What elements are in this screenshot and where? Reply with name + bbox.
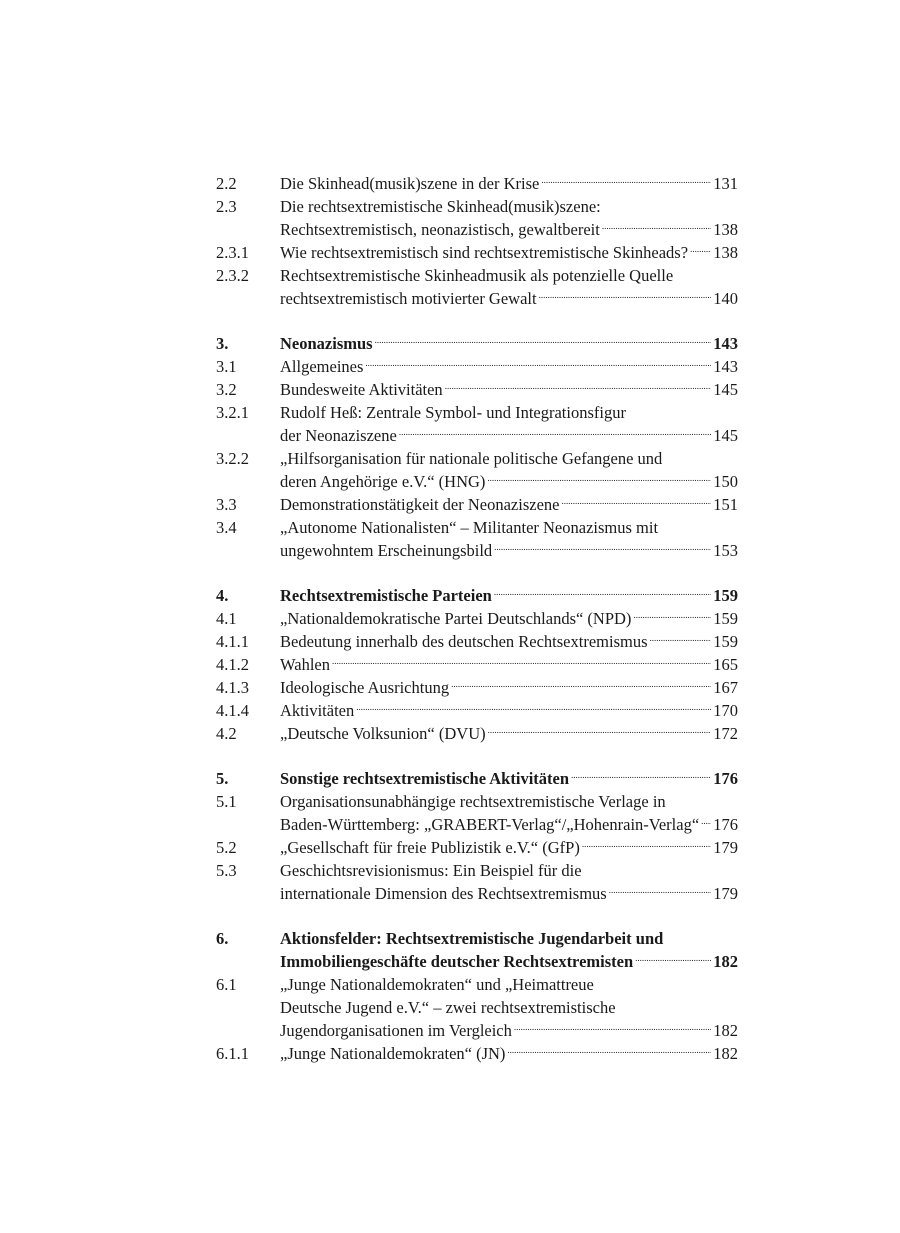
toc-entry-title-line: „Junge Nationaldemokraten“ und „Heimattreue <box>280 975 594 994</box>
toc-entry[interactable] <box>216 653 738 676</box>
toc-entry-title-line: deren Angehörige e.V.“ (HNG) <box>280 472 486 491</box>
toc-entry[interactable] <box>216 973 738 1042</box>
toc-entry-title <box>280 973 738 1042</box>
dot-leader <box>494 540 711 557</box>
toc-entry-number: 2.3.1 <box>216 243 249 262</box>
toc-page-number: 172 <box>713 724 738 743</box>
dot-leader <box>507 1043 711 1060</box>
toc-page-number: 159 <box>713 609 738 628</box>
toc-page-number: 138 <box>713 220 738 239</box>
toc-entry[interactable] <box>216 1042 738 1065</box>
toc-entry-number: 3.4 <box>216 518 237 537</box>
toc-entry-title-line: „Junge Nationaldemokraten“ (JN) <box>280 1044 506 1063</box>
toc-entry-leader-line <box>280 722 738 745</box>
toc-entry-title <box>280 516 738 562</box>
toc-entry-title <box>280 836 738 859</box>
dot-leader <box>356 700 711 717</box>
toc-chapter-entry[interactable] <box>216 584 738 607</box>
toc-entry-title-line: Organisationsunabhängige rechtsextremistische Verlage in <box>280 792 666 811</box>
toc-entry-title-line: Allgemeines <box>280 357 364 376</box>
toc-entry[interactable] <box>216 607 738 630</box>
toc-entry-title <box>280 859 738 905</box>
toc-entry-leader-line <box>280 355 738 378</box>
toc-page-number: 143 <box>713 357 738 376</box>
toc-entry-leader-line <box>280 332 738 355</box>
toc-entry-leader-line <box>280 493 738 516</box>
toc-entry[interactable] <box>216 790 738 836</box>
toc-page-number: 150 <box>713 472 738 491</box>
dot-leader <box>539 288 712 305</box>
toc-entry-leader-line <box>280 539 738 562</box>
toc-entry-number: 4. <box>216 586 229 605</box>
toc-page-number: 145 <box>713 426 738 445</box>
toc-page-number: 179 <box>713 838 738 857</box>
toc-entry-number: 4.1.4 <box>216 701 249 720</box>
toc-entry-title <box>280 722 738 745</box>
toc-entry-title <box>280 447 738 493</box>
toc-entry-title <box>280 401 738 447</box>
toc-entry-number: 3.2.1 <box>216 403 249 422</box>
toc-entry[interactable] <box>216 676 738 699</box>
toc-entry[interactable] <box>216 836 738 859</box>
toc-entry-title <box>280 1042 738 1065</box>
toc-entry[interactable] <box>216 401 738 447</box>
toc-entry-title-line: „Autonome Nationalisten“ – Militanter Neonazismus mit <box>280 518 659 537</box>
toc-chapter-entry[interactable] <box>216 927 738 973</box>
toc-page-number: 167 <box>713 678 738 697</box>
toc-entry-title-line: der Neonaziszene <box>280 426 397 445</box>
toc-page-number: 140 <box>713 289 738 308</box>
toc-entry-title <box>280 172 738 195</box>
toc-entry-title-line: Aktivitäten <box>280 701 355 720</box>
toc-page-number: 138 <box>713 243 738 262</box>
toc-entry-leader-line <box>280 836 738 859</box>
toc-entry[interactable] <box>216 355 738 378</box>
toc-entry-number: 5.1 <box>216 792 237 811</box>
toc-entry[interactable] <box>216 722 738 745</box>
toc-entry-title-line: Rudolf Heß: Zentrale Symbol- und Integrationsfigur <box>280 403 626 422</box>
toc-entry-number: 6.1.1 <box>216 1044 249 1063</box>
toc-entry-title <box>280 241 738 264</box>
toc-page-number: 176 <box>713 769 738 788</box>
toc-entry-number: 3.3 <box>216 495 237 514</box>
dot-leader <box>650 631 712 648</box>
toc-entry-leader-line <box>280 1042 738 1065</box>
toc-entry-leader-line <box>280 607 738 630</box>
toc-entry-title <box>280 790 738 836</box>
toc-entry-title-line: Deutsche Jugend e.V.“ – zwei rechtsextremistische <box>280 998 616 1017</box>
toc-entry-leader-line <box>280 218 738 241</box>
toc-entry-title-line: rechtsextremistisch motivierter Gewalt <box>280 289 537 308</box>
toc-entry-number: 2.3 <box>216 197 237 216</box>
toc-page-number: 131 <box>713 174 738 193</box>
toc-page-number: 176 <box>713 815 738 834</box>
toc-entry-title <box>280 676 738 699</box>
toc-page-number: 151 <box>713 495 738 514</box>
toc-entry-leader-line <box>280 950 738 973</box>
dot-leader <box>488 723 712 740</box>
toc-entry-title-line: Neonazismus <box>280 334 373 353</box>
dot-leader <box>562 494 712 511</box>
toc-entry-number: 4.1.3 <box>216 678 249 697</box>
toc-entry-title-line: Die rechtsextremistische Skinhead(musik)szene: <box>280 197 601 216</box>
toc-entry[interactable] <box>216 630 738 653</box>
toc-entry-title-line: Wahlen <box>280 655 330 674</box>
toc-page-number: 159 <box>713 632 738 651</box>
toc-entry[interactable] <box>216 699 738 722</box>
toc-entry-title-line: Sonstige rechtsextremistische Aktivitäten <box>280 769 570 788</box>
toc-entry-title-line: Ideologische Ausrichtung <box>280 678 450 697</box>
toc-entry-number: 3.2 <box>216 380 237 399</box>
toc-entry-title <box>280 264 738 310</box>
toc-entry-title <box>280 355 738 378</box>
toc-entry-title-line: Bundesweite Aktivitäten <box>280 380 443 399</box>
dot-leader <box>541 173 711 190</box>
toc-entry-title-line: „Gesellschaft für freie Publizistik e.V.“ (GfP) <box>280 838 580 857</box>
toc-entry-title-line: ungewohntem Erscheinungsbild <box>280 541 493 560</box>
toc-entry-leader-line <box>280 584 738 607</box>
dot-leader <box>445 379 712 396</box>
toc-entry-title-line: Immobiliengeschäfte deutscher Rechtsextremisten <box>280 952 634 971</box>
dot-leader <box>451 677 711 694</box>
toc-entry-number: 4.2 <box>216 724 237 743</box>
toc-entry-title <box>280 584 738 607</box>
toc-page-number: 179 <box>713 884 738 903</box>
toc-entry[interactable] <box>216 859 738 905</box>
toc-page-number: 153 <box>713 541 738 560</box>
toc-entry-title <box>280 378 738 401</box>
toc-entry-leader-line <box>280 653 738 676</box>
dot-leader <box>487 471 711 488</box>
toc-entry-title <box>280 767 738 790</box>
toc-entry-title-line: Bedeutung innerhalb des deutschen Rechtsextremismus <box>280 632 648 651</box>
toc-entry-leader-line <box>280 378 738 401</box>
toc-entry[interactable] <box>216 493 738 516</box>
toc-entry-leader-line <box>280 424 738 447</box>
dot-leader <box>494 585 711 602</box>
toc-entry-leader-line <box>280 882 738 905</box>
toc-entry[interactable] <box>216 264 738 310</box>
dot-leader <box>635 951 711 968</box>
toc-entry-leader-line <box>280 172 738 195</box>
toc-entry-leader-line <box>280 241 738 264</box>
dot-leader <box>609 883 712 900</box>
toc-entry-leader-line <box>280 630 738 653</box>
toc-page-number: 182 <box>713 1044 738 1063</box>
toc-entry-title-line: Wie rechtsextremistisch sind rechtsextremistische Skinheads? <box>280 243 689 262</box>
dot-leader <box>602 219 711 236</box>
toc-entry-number: 5.3 <box>216 861 237 880</box>
toc-entry[interactable] <box>216 447 738 493</box>
toc-entry-leader-line <box>280 1019 738 1042</box>
toc-entry-leader-line <box>280 767 738 790</box>
toc-entry-title <box>280 332 738 355</box>
toc-entry-title-line: Rechtsextremistische Parteien <box>280 586 492 605</box>
toc-entry-number: 3. <box>216 334 229 353</box>
toc-entry-title <box>280 699 738 722</box>
toc-entry-number: 6. <box>216 929 229 948</box>
dot-leader <box>332 654 711 671</box>
toc-entry[interactable] <box>216 516 738 562</box>
toc-entry-title-line: „Hilfsorganisation für nationale politische Gefangene und <box>280 449 663 468</box>
toc-entry-title-line: Geschichtsrevisionismus: Ein Beispiel für die <box>280 861 582 880</box>
toc-entry-number: 5. <box>216 769 229 788</box>
toc-entry-title-line: internationale Dimension des Rechtsextremismus <box>280 884 607 903</box>
dot-leader <box>571 768 711 785</box>
toc-entry-number: 3.1 <box>216 357 237 376</box>
dot-leader <box>701 814 711 831</box>
toc-entry-title-line: Demonstrationstätigkeit der Neonaziszene <box>280 495 560 514</box>
toc-chapter-entry[interactable] <box>216 332 738 355</box>
toc-entry-title <box>280 195 738 241</box>
toc-entry-title-line: Baden-Württemberg: „GRABERT-Verlag“/„Hohenrain-Verlag“ <box>280 815 700 834</box>
toc-entry-leader-line <box>280 813 738 836</box>
dot-leader <box>399 425 711 442</box>
toc-entry[interactable] <box>216 241 738 264</box>
toc-entry-title <box>280 653 738 676</box>
toc-page-number: 170 <box>713 701 738 720</box>
toc-entry-number: 2.3.2 <box>216 266 249 285</box>
toc-page-number: 145 <box>713 380 738 399</box>
toc-entry-number: 4.1 <box>216 609 237 628</box>
toc-entry-title-line: Jugendorganisationen im Vergleich <box>280 1021 512 1040</box>
toc-entry-title <box>280 630 738 653</box>
toc-entry-number: 4.1.1 <box>216 632 249 651</box>
toc-entry[interactable] <box>216 378 738 401</box>
toc-entry-number: 5.2 <box>216 838 237 857</box>
toc-page-number: 143 <box>713 334 738 353</box>
toc-entry-title-line: „Nationaldemokratische Partei Deutschlands“ (NPD) <box>280 609 632 628</box>
dot-leader <box>690 242 711 259</box>
toc-entry-number: 6.1 <box>216 975 237 994</box>
toc-entry-title-line: Rechtsextremistische Skinheadmusik als potenzielle Quelle <box>280 266 674 285</box>
toc-page-number: 159 <box>713 586 738 605</box>
toc-entry-title <box>280 607 738 630</box>
toc-page-number: 165 <box>713 655 738 674</box>
toc-page-number: 182 <box>713 952 738 971</box>
toc-chapter-entry[interactable] <box>216 767 738 790</box>
toc-entry-leader-line <box>280 287 738 310</box>
dot-leader <box>375 333 712 350</box>
toc-entry-number: 3.2.2 <box>216 449 249 468</box>
toc-entry-title-line: Aktionsfelder: Rechtsextremistische Jugendarbeit und <box>280 929 664 948</box>
toc-entry[interactable] <box>216 172 738 195</box>
toc-entry-number: 4.1.2 <box>216 655 249 674</box>
toc-entry-title-line: Die Skinhead(musik)szene in der Krise <box>280 174 540 193</box>
toc-entry[interactable] <box>216 195 738 241</box>
dot-leader <box>582 837 711 854</box>
toc-entry-title <box>280 927 738 973</box>
toc-page-number: 182 <box>713 1021 738 1040</box>
toc-entry-title-line: „Deutsche Volksunion“ (DVU) <box>280 724 486 743</box>
toc-entry-leader-line <box>280 699 738 722</box>
dot-leader <box>633 608 711 625</box>
dot-leader <box>514 1020 711 1037</box>
table-of-contents <box>216 172 738 1065</box>
toc-entry-title-line: Rechtsextremistisch, neonazistisch, gewaltbereit <box>280 220 600 239</box>
toc-entry-leader-line <box>280 470 738 493</box>
toc-entry-leader-line <box>280 676 738 699</box>
toc-entry-title <box>280 493 738 516</box>
dot-leader <box>365 356 711 373</box>
toc-entry-number: 2.2 <box>216 174 237 193</box>
